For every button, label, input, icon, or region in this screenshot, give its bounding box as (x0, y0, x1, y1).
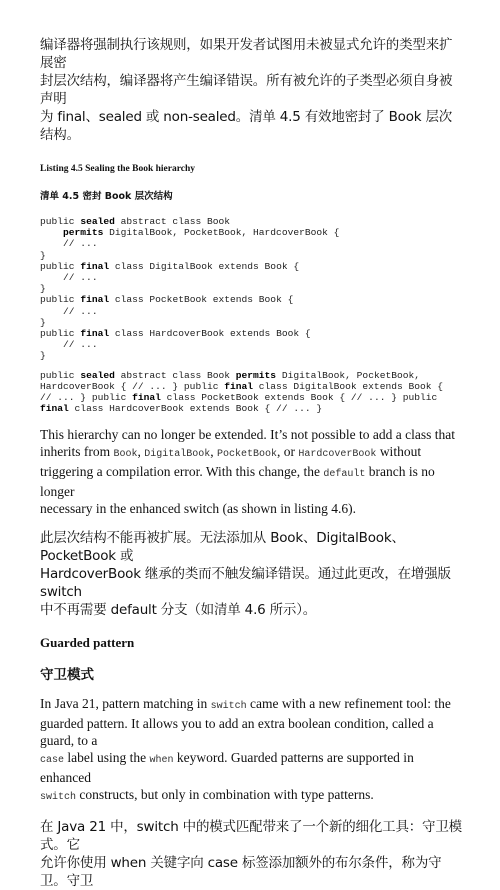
paragraph-en-hierarchy (40, 426, 465, 517)
listing-caption-zh: 清单 4.5 密封 Book 层次结构 (40, 191, 173, 202)
code-line: permits DigitalBook, PocketBook, HardcoverBook { (63, 227, 340, 239)
code-line: } (40, 350, 46, 362)
text-line: 允许你使用 when 关键字向 case 标签添加额外的布尔条件，称为守卫。守卫 (40, 855, 442, 890)
text-line: This hierarchy can no longer be extended. It’s not possible to add a class that (40, 427, 456, 443)
section-title-en: Guarded pattern (40, 635, 135, 651)
text-line: 中不再需要 default 分支（如清单 4.6 所示）。 (40, 602, 317, 619)
text-line: 此层次结构不能再被扩展。无法添加从 Book、DigitalBook、PocketBook 或 (40, 530, 405, 565)
code-line: HardcoverBook { // ... } public final class DigitalBook extends Book { (40, 380, 444, 392)
text-line: 编译器将强制执行该规则，如果开发者试图用未被显式允许的类型来扩展密 (40, 37, 453, 71)
code-line: public final class DigitalBook extends Book { (40, 260, 300, 272)
code-line: } (40, 316, 46, 328)
text-line: HardcoverBook 继承的类而不触发编译错误。通过此更改，在增强版 switch (40, 566, 451, 601)
code-line: // ... } public final class PocketBook extends Book { // ... } public (40, 392, 438, 404)
code-line: // ... (40, 238, 98, 250)
section-title-zh: 守卫模式 (40, 667, 94, 684)
code-line: public final class HardcoverBook extends Book { (40, 328, 311, 340)
text-line: necessary in the enhanced switch (as shown in listing 4.6). (40, 501, 357, 517)
text-line: 封层次结构，编译器将产生编译错误。所有被允许的子类型必须自身被声明 (40, 73, 453, 107)
code-line: } (40, 249, 46, 261)
code-line: public sealed abstract class Book (40, 216, 231, 227)
code-line: public final class PocketBook extends Book { (40, 294, 294, 306)
text-line: triggering a compilation error. With this change, the default branch is no longer (40, 464, 435, 500)
code-line: // ... (40, 339, 98, 351)
paragraph-zh-hierarchy (40, 529, 465, 619)
document-page (40, 28, 465, 890)
code-line: // ... (40, 272, 98, 284)
code-block-formatted (40, 216, 465, 362)
text-line: inherits from Book, DigitalBook, PocketBook, or HardcoverBook without (40, 444, 422, 461)
code-line: // ... (40, 305, 98, 317)
paragraph-zh-guarded (40, 818, 465, 890)
listing-caption-en: Listing 4.5 Sealing the Book hierarchy (40, 164, 196, 174)
intro-paragraph-zh (40, 36, 465, 144)
code-line: } (40, 283, 46, 295)
code-line: final class HardcoverBook extends Book { // ... } (40, 403, 323, 415)
paragraph-en-guarded (40, 695, 465, 806)
text-line: In Java 21, pattern matching in switch came with a new refinement tool: the (40, 696, 451, 713)
code-line: public sealed abstract class Book permits DigitalBook, PocketBook, (40, 369, 421, 381)
text-line: switch constructs, but only in combination with type patterns. (40, 787, 374, 804)
text-line: guarded pattern. It allows you to add an extra boolean condition, called a guard, to a (40, 716, 434, 749)
text-line: 为 final、sealed 或 non-sealed。清单 4.5 有效地密封了 Book 层次结构。 (40, 109, 453, 143)
text-line: 在 Java 21 中，switch 中的模式匹配带来了一个新的细化工具：守卫模式。它 (40, 819, 462, 854)
text-line: case label using the when keyword. Guarded patterns are supported in enhanced (40, 750, 414, 786)
code-block-flattened (40, 370, 465, 415)
